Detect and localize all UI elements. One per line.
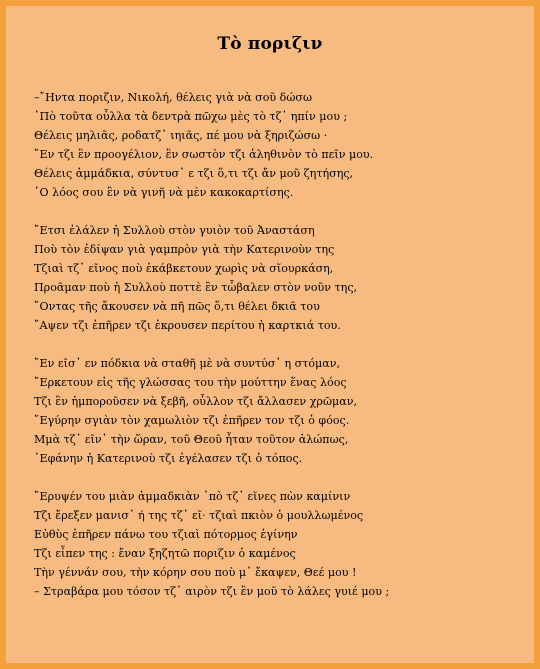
poem-line: Τζι εἶπεν της : ἔναν ξηζητῶ ποριζιν ὁ καμένος bbox=[34, 547, 296, 560]
poem-line: ῎Αψεν τζι ἐπῆρεν τζι ἐκρουσεν περίτου ἡ καρτκιά του. bbox=[34, 319, 341, 332]
poem-line: Προᾶμαν ποὺ ἡ Συλλοὺ ποττὲ ἒν τὦβαλεν στὸν νοῦν της, bbox=[34, 281, 358, 294]
poem-title: Τὸ ποριζιν bbox=[217, 34, 323, 54]
poem-line: ῾Ο λόος σου ἒν νὰ γινῆ νὰ μὲν κακοκαρτίσης. bbox=[34, 186, 294, 199]
poem-line: –῎Ηντα ποριζιν, Νικολή, θέλεις γιὰ νὰ σοῦ δώσω bbox=[34, 91, 312, 104]
poem-line: Τὴν γέννάν σου, τὴν κόρην σου ποὺ μ᾽ ἔκαψεν, Θεέ μου ! bbox=[34, 566, 357, 579]
poem-body bbox=[34, 88, 534, 620]
poem-line: ᾽Εφάνην ἡ Κατερινοὺ τζι ἐγέλασεν τζι ὁ τόπος. bbox=[34, 452, 303, 465]
poem-line: Τζιαὶ τζ᾽ εῖνος ποὺ ἐκάβκετουν χωρὶς νὰ σῖουρκάση, bbox=[34, 262, 334, 275]
stanza bbox=[34, 221, 534, 335]
poem-line: ῎Ετσι ἐλάλεν ἡ Συλλοὺ στὸν γυιὸν τοῦ Ἀναστάση bbox=[34, 224, 315, 237]
stanza bbox=[34, 354, 534, 468]
poem-line: ῎Εν τζι ἒν προογέλιον, ἒν σωστὸν τζι ἀληθινὸν τὸ πεῖν μου. bbox=[34, 148, 374, 161]
poem-line: – Στραβάρα μου τόσον τζ᾽ αιρὸν τζι ἒν μοῦ τὸ λάλες γυιέ μου ; bbox=[34, 585, 390, 598]
stanza bbox=[34, 88, 534, 202]
poem-line: Εὐθὺς ἐπῆρεν πάνω του τζιαὶ πότορμος ἐγίνην bbox=[34, 528, 298, 541]
poem-line: ῎Ερυψέν του μιὰν ἀμμαδκιὰν ᾽πὸ τζ᾽ εῖνες πὼν καμίνιν bbox=[34, 490, 351, 503]
poem-line: Μμὰ τζ᾽ εῖν᾽ τὴν ὥραν, τοῦ Θεοῦ ἦταν τοῦτον ἀλώπως, bbox=[34, 433, 349, 446]
poem-line: Τζι ἒν ἠμποροῦσεν νὰ ξεβῆ, οὖλλον τζι ἄλλασεν χρῶμαν, bbox=[34, 395, 357, 408]
poem-line: ῎Εν εῖσ᾽ εν πόδκια νὰ σταθῆ μὲ νὰ συντύσ᾽ η στόμαν, bbox=[34, 357, 341, 370]
poem-line: ῾Πὸ τοῦτα οὖλλα τὰ δεντρὰ πῶχω μὲς τὸ τζ᾽ ηπίν μου ; bbox=[34, 110, 348, 123]
poem-line: Θέλεις μηλιᾶς, ροδατζ᾽ ιηιᾶς, πέ μου νὰ ξηριζώσω · bbox=[34, 129, 328, 142]
stanza bbox=[34, 487, 534, 601]
poem-line: Τζι ἔρεξεν μανισ᾽ ή της τζ᾽ εῖ· τζιαὶ πκιὸν ὁ μουλλωμένος bbox=[34, 509, 364, 522]
poem-line: Θέλεις ἀμμάδκια, σύντυσ᾽ ε τζι ὅ,τι τζι ἄν μοῦ ζητήσης, bbox=[34, 167, 354, 180]
poem-line: ῎Ερκετουν εἰς τῆς γλώσσας του τὴν μούττην ἕνας λόος bbox=[34, 376, 347, 389]
poem-line: ῎Οντας τῆς ἄκουσεν νὰ πῆ πῶς ὅ,τι θέλει δκιᾶ του bbox=[34, 300, 320, 313]
poem-line: Ποὺ τὸν ἐδίψαν γιὰ γαμπρὸν γιὰ τὴν Κατερινοὺν της bbox=[34, 243, 335, 256]
poem-line: ῎Εγύρην σγιὰν τὸν χαμωλιὸν τζι ἐπῆρεν τον τζι ὁ φόος. bbox=[34, 414, 350, 427]
